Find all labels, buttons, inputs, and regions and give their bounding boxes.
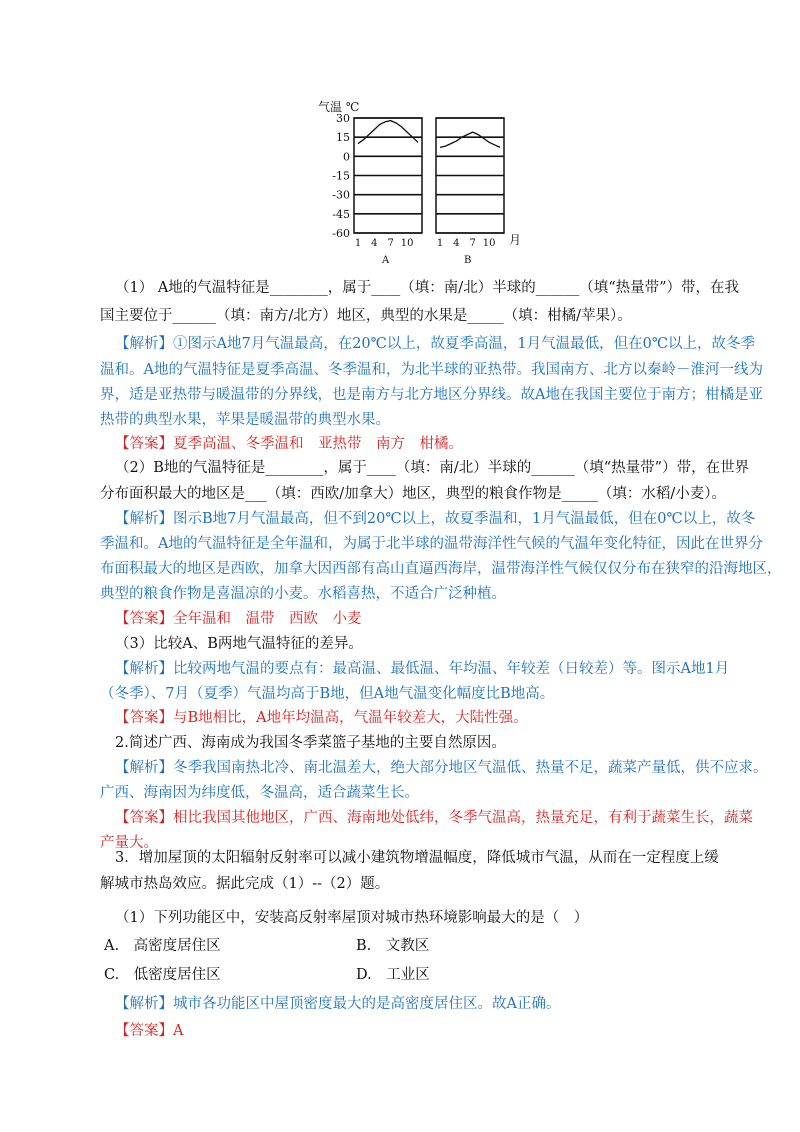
chart-panel-a [354, 118, 422, 249]
text-line-15: （3）比较A、B两地气温特征的差异。 [115, 636, 363, 652]
temperature-curve-b [440, 132, 500, 147]
option-c: C. 低密度居住区 [104, 967, 221, 983]
option-d: D. 工业区 [356, 967, 430, 983]
x-tick-label: 7 [387, 238, 394, 249]
x-tick-label: 7 [469, 238, 476, 249]
chart-y-title: 气温 ℃ [318, 100, 360, 114]
text-line-18: 【答案】与B地相比，A地年均温高，气温年较差大，大陆性强。 [115, 710, 528, 726]
text-line-8: （2）B地的气温特征是________，属于____（填：南/北）半球的______（填“热量带”）带，在世界 [115, 460, 750, 476]
y-tick-label: -60 [332, 227, 350, 240]
text-line-22: 【答案】相比我国其他地区，广西、海南地处低纬，冬季气温高，热量充足，有利于蔬菜生长，蔬菜 [115, 810, 753, 826]
temperature-chart-figure [312, 98, 522, 266]
text-line-3: 【解析】①图示A地7月气温最高，在20℃以上，故夏季高温，1月气温最低，但在0℃以上，故冬季 [115, 336, 756, 352]
panel-label-b: B [464, 255, 472, 266]
text-line-26: （1）下列功能区中，安装高反射率屋顶对城市热环境影响最大的是（ ） [115, 910, 589, 926]
y-tick-label: -45 [332, 207, 350, 221]
text-line-10: 【解析】图示B地7月气温最高，但不到20℃以上，故夏季温和，1月气温最低，但在0℃以上，故冬 [115, 511, 756, 527]
y-tick-label: 15 [336, 131, 350, 145]
text-line-11: 季温和。A地的气温特征是全年温和，为属于北半球的温带海洋性气候的气温年变化特征，因此在世界分 [100, 536, 763, 552]
chart-panel-b [436, 118, 504, 249]
text-line-4: 温和。A地的气温特征是夏季高温、冬季温和，为北半球的亚热带。我国南方、北方以秦岭－淮河一线为 [100, 362, 763, 378]
y-tick-labels [332, 112, 350, 240]
text-line-20: 【解析】冬季我国南热北冷、南北温差大，绝大部分地区气温低、热量不足，蔬菜产量低，供不应求。 [115, 760, 768, 776]
text-line-7: 【答案】夏季高温、冬季温和 亚热带 南方 柑橘。 [115, 436, 463, 452]
x-tick-label: 1 [436, 238, 444, 249]
text-line-17: （冬季）、7月（夏季）气温均高于B地，但A地气温变化幅度比B地高。 [100, 686, 555, 702]
x-tick-label: 4 [371, 238, 378, 249]
text-line-19: 2.简述广西、海南成为我国冬季菜篮子基地的主要自然原因。 [115, 735, 506, 751]
text-line-28: 【答案】A [115, 1023, 184, 1039]
text-line-9: 分布面积最大的地区是___（填：西欧/加拿大）地区，典型的粮食作物是_____（填：水稻/小麦）。 [100, 486, 727, 502]
text-line-13: 典型的粮食作物是喜温凉的小麦。水稻喜热，不适合广泛种植。 [100, 586, 506, 602]
panel-label-a: A [382, 255, 390, 266]
x-tick-label: 4 [453, 238, 460, 249]
y-tick-label: 0 [343, 150, 350, 164]
x-tick-label: 10 [400, 238, 414, 249]
text-line-21: 广西、海南因为纬度低，冬温高，适合蔬菜生长。 [100, 785, 419, 801]
text-line-16: 【解析】比较两地气温的要点有：最高温、最低温、年均温、年较差（日较差）等。图示A地1月 [115, 661, 730, 677]
x-tick-label: 10 [482, 238, 496, 249]
x-tick-label: 1 [354, 238, 362, 249]
text-line-23: 产量大。 [100, 835, 158, 851]
text-line-24: 3．增加屋顶的太阳辐射反射率可以减小建筑物增温幅度，降低城市气温，从而在一定程度上缓 [115, 850, 719, 866]
x-unit-label: 月 [509, 233, 522, 247]
y-tick-label: -15 [332, 169, 350, 183]
y-tick-label: -30 [332, 188, 350, 202]
text-line-5: 界，适是亚热带与暖温带的分界线，也是南方与北方地区分界线。故A地在我国主要位于南方；柑橘是亚 [100, 387, 763, 403]
y-tick-label: 30 [336, 112, 350, 125]
text-line-12: 布面积最大的地区是西欧，加拿大因西部有高山直逼西海岸，温带海洋性气候仅仅分布在狭窄的沿海地区， [100, 561, 782, 577]
text-line-6: 热带的典型水果，苹果是暖温带的典型水果。 [100, 412, 390, 428]
text-line-27: 【解析】城市各功能区中屋顶密度最大的是高密度居住区。故A正确。 [115, 996, 561, 1012]
text-line-25: 解城市热岛效应。据此完成（1）--（2）题。 [100, 876, 390, 892]
text-line-14: 【答案】全年温和 温带 西欧 小麦 [115, 611, 362, 627]
temperature-curve-a [358, 121, 418, 144]
text-line-1: （1） A地的气温特征是________，属于____（填：南/北）半球的______（填“热量带”）带，在我 [115, 280, 740, 296]
option-a: A. 高密度居住区 [104, 938, 221, 954]
option-b: B. 文教区 [356, 938, 430, 954]
text-line-2: 国主要位于______（填：南方/北方）地区，典型的水果是_____（填：柑橘/苹果）。 [100, 308, 632, 324]
